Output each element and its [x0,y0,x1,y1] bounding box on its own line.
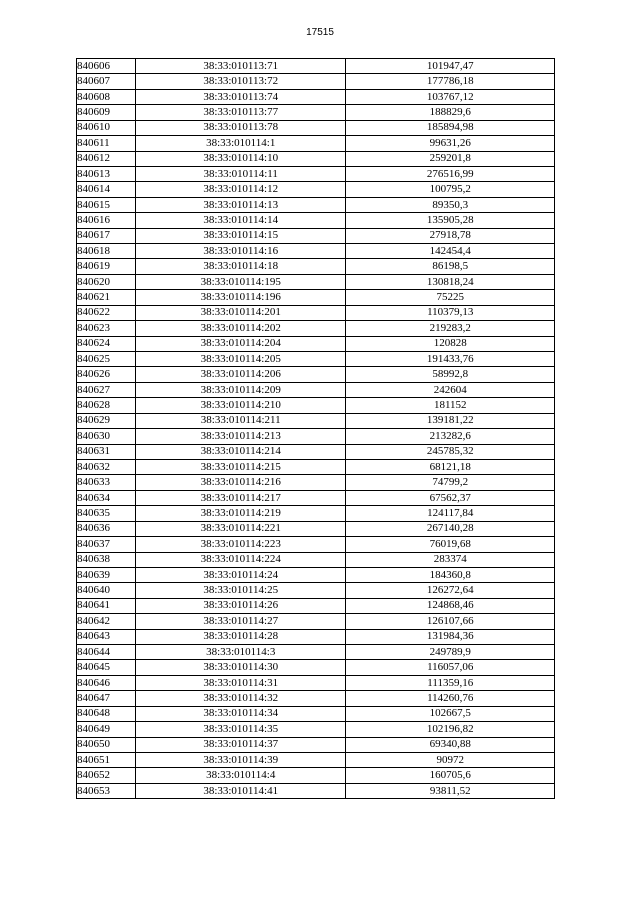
table-row [77,151,555,166]
cadastral-number-cell: 38:33:010113:77 [135,105,346,120]
record-number-cell: 840635 [77,506,136,521]
table-row [77,752,555,767]
record-number-cell: 840618 [77,244,136,259]
value-cell: 90972 [346,752,555,767]
cadastral-number-cell: 38:33:010114:216 [135,475,346,490]
value-cell: 86198,5 [346,259,555,274]
cadastral-number-cell: 38:33:010114:219 [135,506,346,521]
record-number-cell: 840619 [77,259,136,274]
cadastral-number-cell: 38:33:010114:24 [135,567,346,582]
value-cell: 126272,64 [346,583,555,598]
record-number-cell: 840621 [77,290,136,305]
value-cell: 116057,06 [346,660,555,675]
table-row [77,567,555,582]
table-row [77,89,555,104]
table-row [77,444,555,459]
value-cell: 213282,6 [346,429,555,444]
record-number-cell: 840648 [77,706,136,721]
table-row [77,136,555,151]
table-row [77,614,555,629]
value-cell: 130818,24 [346,274,555,289]
record-number-cell: 840628 [77,398,136,413]
table-row [77,321,555,336]
cadastral-number-cell: 38:33:010114:213 [135,429,346,444]
cadastral-number-cell: 38:33:010114:25 [135,583,346,598]
value-cell: 139181,22 [346,413,555,428]
value-cell: 99631,26 [346,136,555,151]
table-row [77,583,555,598]
record-number-cell: 840606 [77,59,136,74]
table-row [77,74,555,89]
value-cell: 114260,76 [346,691,555,706]
cadastral-number-cell: 38:33:010114:35 [135,722,346,737]
value-cell: 131984,36 [346,629,555,644]
value-cell: 76019,68 [346,537,555,552]
record-number-cell: 840642 [77,614,136,629]
record-number-cell: 840607 [77,74,136,89]
table-row [77,691,555,706]
table-row [77,290,555,305]
table-row [77,120,555,135]
cadastral-number-cell: 38:33:010114:1 [135,136,346,151]
value-cell: 69340,88 [346,737,555,752]
cadastral-number-cell: 38:33:010114:31 [135,675,346,690]
cadastral-number-cell: 38:33:010113:78 [135,120,346,135]
table-row [77,737,555,752]
value-cell: 75225 [346,290,555,305]
cadastral-number-cell: 38:33:010114:204 [135,336,346,351]
record-number-cell: 840610 [77,120,136,135]
cadastral-number-cell: 38:33:010114:206 [135,367,346,382]
value-cell: 74799,2 [346,475,555,490]
cadastral-number-cell: 38:33:010114:211 [135,413,346,428]
cadastral-number-cell: 38:33:010114:18 [135,259,346,274]
record-number-cell: 840653 [77,783,136,798]
table-row [77,660,555,675]
cadastral-number-cell: 38:33:010114:3 [135,645,346,660]
value-cell: 67562,37 [346,490,555,505]
cadastral-number-cell: 38:33:010114:195 [135,274,346,289]
table-row [77,166,555,181]
value-cell: 110379,13 [346,305,555,320]
cadastral-number-cell: 38:33:010114:32 [135,691,346,706]
record-number-cell: 840646 [77,675,136,690]
cadastral-number-cell: 38:33:010114:14 [135,213,346,228]
table-row [77,305,555,320]
record-number-cell: 840622 [77,305,136,320]
value-cell: 93811,52 [346,783,555,798]
cadastral-number-cell: 38:33:010114:210 [135,398,346,413]
table-row [77,105,555,120]
table-row [77,598,555,613]
table-row [77,367,555,382]
value-cell: 101947,47 [346,59,555,74]
record-number-cell: 840625 [77,352,136,367]
table-row [77,197,555,212]
cadastral-number-cell: 38:33:010113:74 [135,89,346,104]
record-number-cell: 840629 [77,413,136,428]
record-number-cell: 840627 [77,382,136,397]
records-table-body [77,59,555,799]
table-row [77,59,555,74]
record-number-cell: 840616 [77,213,136,228]
value-cell: 181152 [346,398,555,413]
value-cell: 184360,8 [346,567,555,582]
record-number-cell: 840651 [77,752,136,767]
value-cell: 102667,5 [346,706,555,721]
cadastral-number-cell: 38:33:010113:72 [135,74,346,89]
record-number-cell: 840634 [77,490,136,505]
record-number-cell: 840631 [77,444,136,459]
value-cell: 124868,46 [346,598,555,613]
cadastral-number-cell: 38:33:010114:30 [135,660,346,675]
cadastral-number-cell: 38:33:010114:201 [135,305,346,320]
cadastral-number-cell: 38:33:010114:28 [135,629,346,644]
record-number-cell: 840644 [77,645,136,660]
table-row [77,382,555,397]
value-cell: 245785,32 [346,444,555,459]
table-row [77,706,555,721]
table-row [77,768,555,783]
table-row [77,213,555,228]
table-row [77,413,555,428]
value-cell: 68121,18 [346,459,555,474]
cadastral-number-cell: 38:33:010114:209 [135,382,346,397]
record-number-cell: 840636 [77,521,136,536]
cadastral-number-cell: 38:33:010114:223 [135,537,346,552]
record-number-cell: 840620 [77,274,136,289]
value-cell: 124117,84 [346,506,555,521]
record-number-cell: 840641 [77,598,136,613]
cadastral-number-cell: 38:33:010114:27 [135,614,346,629]
value-cell: 283374 [346,552,555,567]
record-number-cell: 840611 [77,136,136,151]
record-number-cell: 840645 [77,660,136,675]
cadastral-number-cell: 38:33:010114:41 [135,783,346,798]
value-cell: 103767,12 [346,89,555,104]
value-cell: 219283,2 [346,321,555,336]
record-number-cell: 840623 [77,321,136,336]
cadastral-number-cell: 38:33:010114:13 [135,197,346,212]
value-cell: 191433,76 [346,352,555,367]
table-row [77,722,555,737]
record-number-cell: 840608 [77,89,136,104]
table-row [77,244,555,259]
table-row [77,336,555,351]
record-number-cell: 840626 [77,367,136,382]
record-number-cell: 840638 [77,552,136,567]
table-row [77,398,555,413]
value-cell: 135905,28 [346,213,555,228]
cadastral-number-cell: 38:33:010114:26 [135,598,346,613]
cadastral-number-cell: 38:33:010114:4 [135,768,346,783]
value-cell: 27918,78 [346,228,555,243]
cadastral-number-cell: 38:33:010114:196 [135,290,346,305]
cadastral-number-cell: 38:33:010114:11 [135,166,346,181]
table-row [77,506,555,521]
table-row [77,475,555,490]
value-cell: 120828 [346,336,555,351]
record-number-cell: 840649 [77,722,136,737]
table-row [77,537,555,552]
table-row [77,459,555,474]
table-row [77,352,555,367]
value-cell: 89350,3 [346,197,555,212]
record-number-cell: 840632 [77,459,136,474]
value-cell: 126107,66 [346,614,555,629]
table-row [77,274,555,289]
record-number-cell: 840614 [77,182,136,197]
cadastral-number-cell: 38:33:010114:214 [135,444,346,459]
record-number-cell: 840609 [77,105,136,120]
cadastral-number-cell: 38:33:010113:71 [135,59,346,74]
table-row [77,552,555,567]
record-number-cell: 840615 [77,197,136,212]
cadastral-number-cell: 38:33:010114:34 [135,706,346,721]
record-number-cell: 840640 [77,583,136,598]
value-cell: 242604 [346,382,555,397]
cadastral-number-cell: 38:33:010114:215 [135,459,346,474]
table-row [77,429,555,444]
value-cell: 102196,82 [346,722,555,737]
record-number-cell: 840643 [77,629,136,644]
record-number-cell: 840617 [77,228,136,243]
value-cell: 188829,6 [346,105,555,120]
cadastral-number-cell: 38:33:010114:12 [135,182,346,197]
cadastral-number-cell: 38:33:010114:205 [135,352,346,367]
cadastral-number-cell: 38:33:010114:39 [135,752,346,767]
record-number-cell: 840630 [77,429,136,444]
value-cell: 249789,9 [346,645,555,660]
table-row [77,521,555,536]
record-number-cell: 840613 [77,166,136,181]
cadastral-number-cell: 38:33:010114:16 [135,244,346,259]
value-cell: 276516,99 [346,166,555,181]
record-number-cell: 840637 [77,537,136,552]
table-row [77,645,555,660]
record-number-cell: 840652 [77,768,136,783]
value-cell: 185894,98 [346,120,555,135]
table-row [77,259,555,274]
cadastral-number-cell: 38:33:010114:37 [135,737,346,752]
record-number-cell: 840612 [77,151,136,166]
cadastral-number-cell: 38:33:010114:224 [135,552,346,567]
record-number-cell: 840650 [77,737,136,752]
record-number-cell: 840647 [77,691,136,706]
value-cell: 259201,8 [346,151,555,166]
cadastral-number-cell: 38:33:010114:221 [135,521,346,536]
table-row [77,228,555,243]
record-number-cell: 840639 [77,567,136,582]
table-row [77,490,555,505]
records-table [76,58,555,799]
value-cell: 111359,16 [346,675,555,690]
value-cell: 267140,28 [346,521,555,536]
value-cell: 100795,2 [346,182,555,197]
page-number: 17515 [306,27,334,38]
table-row [77,629,555,644]
table-row [77,182,555,197]
cadastral-number-cell: 38:33:010114:202 [135,321,346,336]
record-number-cell: 840624 [77,336,136,351]
value-cell: 58992,8 [346,367,555,382]
value-cell: 142454,4 [346,244,555,259]
table-row [77,783,555,798]
record-number-cell: 840633 [77,475,136,490]
cadastral-number-cell: 38:33:010114:10 [135,151,346,166]
cadastral-number-cell: 38:33:010114:217 [135,490,346,505]
value-cell: 177786,18 [346,74,555,89]
cadastral-number-cell: 38:33:010114:15 [135,228,346,243]
value-cell: 160705,6 [346,768,555,783]
table-row [77,675,555,690]
